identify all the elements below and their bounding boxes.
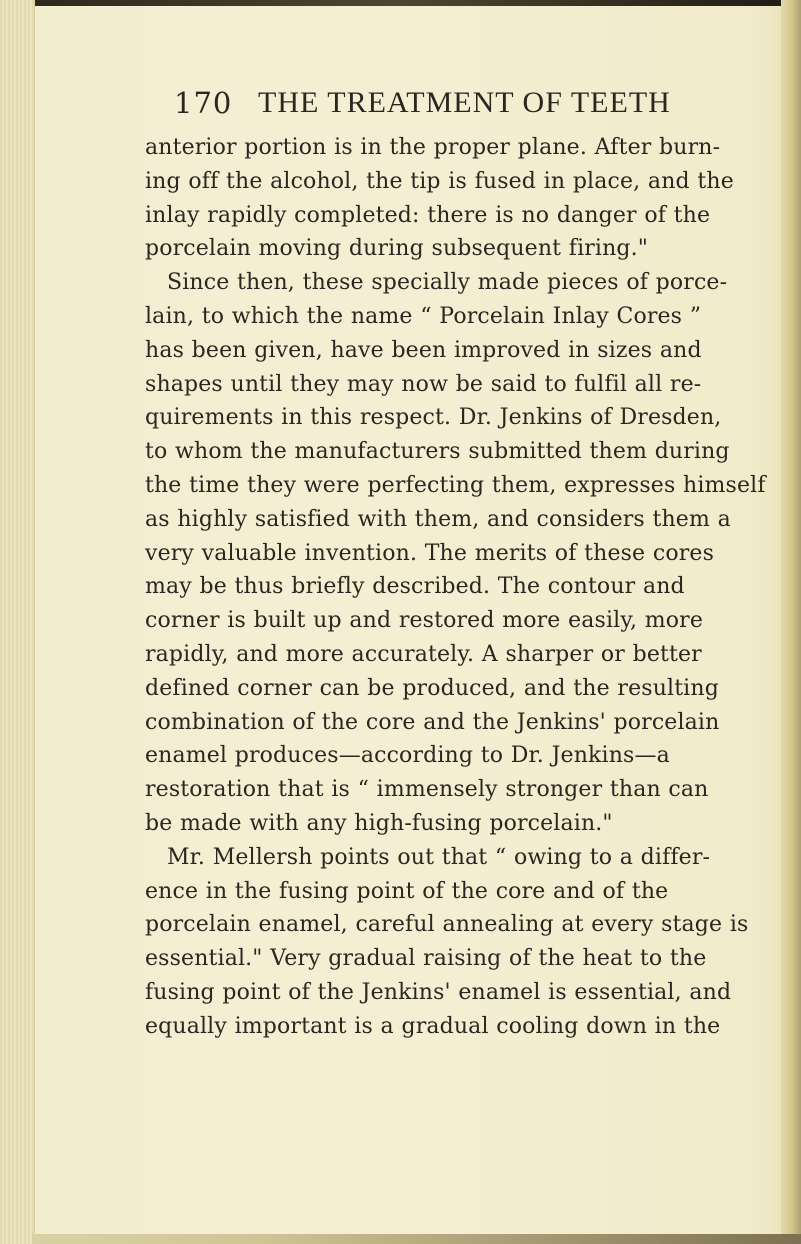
text-line: essential." Very gradual raising of the heat to the <box>145 946 707 972</box>
text-line: fusing point of the Jenkins' enamel is essential, and <box>145 979 732 1005</box>
text-line: has been given, have been improved in sizes and <box>145 337 702 363</box>
page-right-edge <box>781 0 801 1244</box>
text-line: quirements in this respect. Dr. Jenkins of Dresden, <box>145 405 722 431</box>
text-line: anterior portion is in the proper plane. After burn- <box>145 135 721 160</box>
text-line: ence in the fusing point of the core and of the <box>145 878 669 904</box>
page-number: 170 <box>174 86 233 120</box>
text-line: the time they were perfecting them, expresses himself <box>145 472 766 498</box>
text-line: combination of the core and the Jenkins' porcelain <box>145 709 720 735</box>
text-line: porcelain moving during subsequent firing." <box>145 236 649 262</box>
text-line: enamel produces—according to Dr. Jenkins—a <box>145 743 670 769</box>
page-bottom-edge <box>32 1234 801 1244</box>
text-line: inlay rapidly completed: there is no danger of the <box>145 202 711 228</box>
body-text <box>145 131 766 1044</box>
text-line: as highly satisfied with them, and considers them a <box>145 506 731 532</box>
text-line: corner is built up and restored more easily, more <box>145 608 704 634</box>
text-line: may be thus briefly described. The contour and <box>145 574 685 600</box>
text-line: be made with any high-fusing porcelain." <box>145 810 613 836</box>
text-line: restoration that is “ immensely stronger than can <box>145 777 709 803</box>
text-line: Since then, these specially made pieces of porce- <box>167 270 728 296</box>
text-line: Mr. Mellersh points out that “ owing to a differ- <box>167 844 711 870</box>
text-line: lain, to which the name “ Porcelain Inlay Cores ” <box>145 303 702 329</box>
text-line: equally important is a gradual cooling down in the <box>145 1013 721 1039</box>
page-header <box>174 86 734 132</box>
page-top-edge <box>0 0 801 6</box>
text-line: defined corner can be produced, and the resulting <box>145 675 719 701</box>
text-line: rapidly, and more accurately. A sharper or better <box>145 641 702 667</box>
text-line: porcelain enamel, careful annealing at every stage is <box>145 912 749 938</box>
text-line: ing off the alcohol, the tip is fused in place, and the <box>145 168 734 194</box>
text-line: to whom the manufacturers submitted them during <box>145 439 730 465</box>
text-line: shapes until they may now be said to fulfil all re- <box>145 371 702 397</box>
text-line: very valuable invention. The merits of these cores <box>145 540 715 566</box>
page-left-binding-edge <box>0 0 35 1244</box>
running-head: THE TREATMENT OF TEETH <box>258 86 671 119</box>
